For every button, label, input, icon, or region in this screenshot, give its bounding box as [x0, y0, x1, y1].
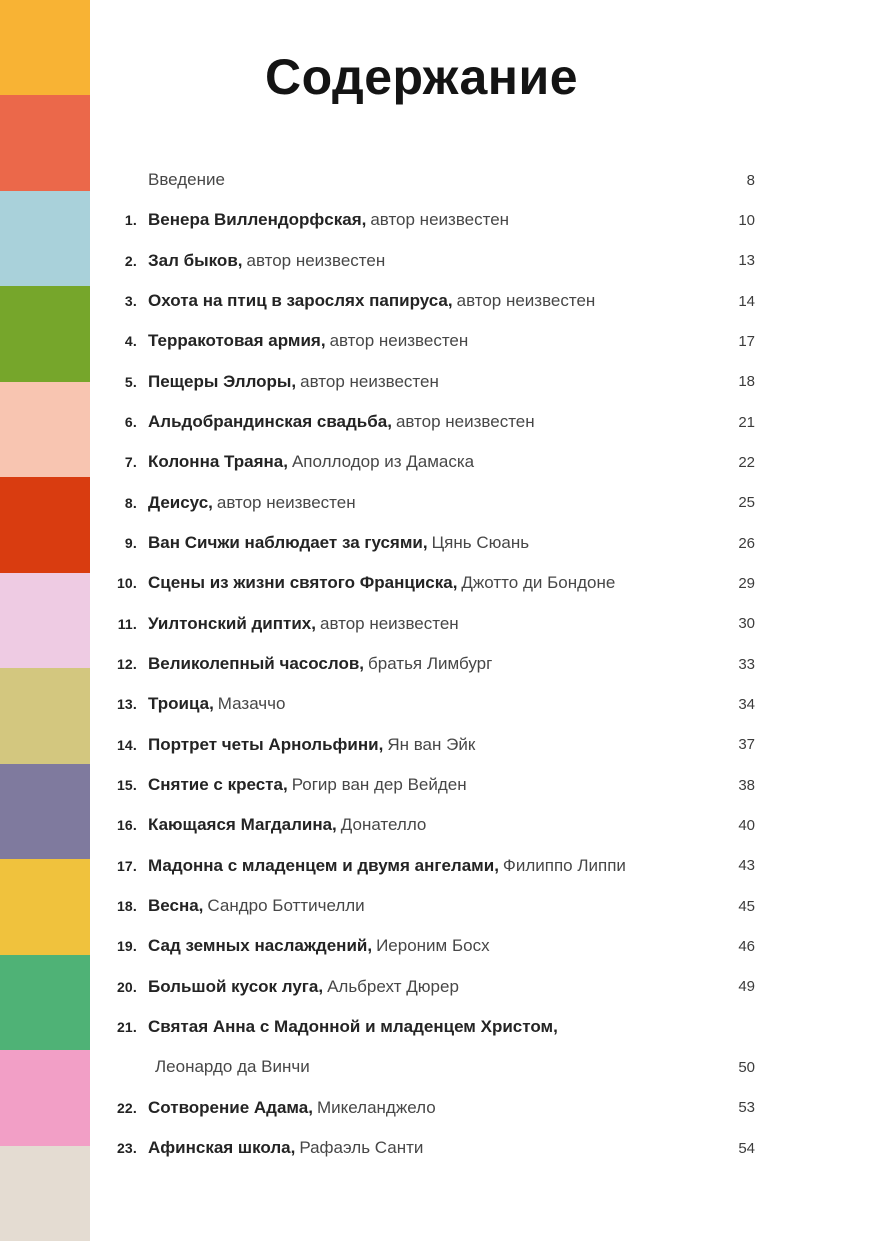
entry-title: Пещеры Эллоры, — [148, 371, 297, 391]
entry-title: Деисус, — [148, 492, 213, 512]
entry-title: Кающаяся Магдалина, — [148, 815, 337, 835]
entry-page-number: 22 — [738, 453, 755, 471]
entry-author: Леонардо да Винчи — [155, 1057, 310, 1077]
entry-title: Терракотовая армия, — [148, 331, 326, 351]
toc-row — [90, 725, 875, 765]
entry-title: Колонна Траяна, — [148, 452, 288, 472]
entry-title: Венера Виллендорфская, — [148, 210, 367, 230]
entry-page-number: 21 — [738, 413, 755, 431]
entry-number: 17. — [116, 857, 137, 874]
entry-text — [148, 1138, 713, 1158]
entry-title: Великолепный часослов, — [148, 654, 365, 674]
entry-author: Цянь Сюань — [431, 533, 530, 553]
color-swatch — [0, 1146, 90, 1241]
entry-author: Аполлодор из Дамаска — [291, 452, 475, 472]
toc-row — [90, 1128, 875, 1168]
toc-row — [90, 1088, 875, 1128]
entry-number: 5. — [124, 373, 137, 390]
entry-title: Большой кусок луга, — [148, 976, 324, 996]
toc-row — [90, 604, 875, 644]
entry-title: Уилтонский диптих, — [148, 613, 316, 633]
entry-author: Сандро Боттичелли — [207, 896, 365, 916]
entry-number: 2. — [124, 252, 137, 269]
entry-text — [148, 452, 713, 472]
entry-author: Иероним Босх — [376, 936, 490, 956]
entry-page-number: 54 — [738, 1139, 755, 1157]
entry-author: Рафаэль Санти — [299, 1138, 424, 1158]
entry-page-number: 50 — [738, 1058, 755, 1076]
entry-number: 8. — [124, 494, 137, 511]
toc-row — [90, 483, 875, 523]
entry-page-number: 34 — [738, 695, 755, 713]
entry-author: Микеланджело — [316, 1097, 436, 1117]
toc-row — [90, 644, 875, 684]
color-swatch — [0, 0, 90, 95]
entry-text — [148, 493, 713, 513]
entry-author: автор неизвестен — [319, 613, 459, 633]
toc-row — [90, 362, 875, 402]
toc-row — [90, 684, 875, 724]
toc-row — [90, 160, 875, 200]
entry-title: Зал быков, — [148, 250, 243, 270]
entry-title: Весна, — [148, 896, 204, 916]
entry-number: 1. — [124, 212, 137, 229]
toc-row — [90, 241, 875, 281]
entry-number: 22. — [116, 1099, 137, 1116]
entry-number: 11. — [117, 615, 137, 632]
entry-title: Сцены из жизни святого Франциска, — [148, 573, 458, 593]
toc-row — [90, 765, 875, 805]
entry-text — [148, 735, 713, 755]
entry-text — [148, 251, 713, 271]
entry-author: Мазаччо — [217, 694, 286, 714]
entry-author: автор неизвестен — [300, 371, 439, 391]
entry-text — [148, 936, 713, 956]
entry-text — [148, 815, 713, 835]
entry-text — [148, 573, 713, 593]
toc-row — [90, 967, 875, 1007]
entry-number: 10. — [116, 575, 137, 592]
entry-page-number: 13 — [738, 252, 755, 270]
color-swatch — [0, 286, 90, 381]
entry-text — [148, 694, 713, 714]
entry-author: автор неизвестен — [456, 291, 596, 311]
entry-text — [148, 896, 713, 916]
toc-row — [90, 1007, 875, 1047]
color-swatch — [0, 955, 90, 1050]
toc-row — [90, 886, 875, 926]
entry-page-number: 37 — [738, 736, 755, 754]
entry-title: Охота на птиц в зарослях папируса, — [148, 291, 453, 311]
entry-number: 3. — [124, 293, 137, 310]
entry-title: Сад земных наслаждений, — [148, 936, 373, 956]
entry-author: автор неизвестен — [329, 331, 469, 351]
entry-title: Снятие с креста, — [148, 775, 288, 795]
entry-page-number: 18 — [738, 373, 755, 391]
entry-text — [148, 775, 713, 795]
color-swatch — [0, 573, 90, 668]
entry-text — [148, 1057, 713, 1077]
entry-number: 18. — [116, 898, 137, 915]
entry-number: 14. — [116, 736, 137, 753]
entry-author: автор неизвестен — [246, 250, 386, 270]
toc-row — [90, 523, 875, 563]
color-swatch — [0, 477, 90, 572]
color-swatch — [0, 859, 90, 954]
entry-page-number: 10 — [738, 211, 755, 229]
entry-text — [148, 331, 713, 351]
entry-number: 19. — [116, 938, 137, 955]
entry-author: автор неизвестен — [216, 492, 356, 512]
entry-page-number: 38 — [738, 776, 755, 794]
entry-page-number: 53 — [738, 1099, 755, 1117]
color-swatch — [0, 95, 90, 190]
toc-row — [90, 563, 875, 603]
entry-author: автор неизвестен — [395, 412, 535, 432]
color-swatch — [0, 764, 90, 859]
entry-number: 16. — [116, 817, 137, 834]
entry-author: Рогир ван дер Вейден — [291, 775, 467, 795]
entry-page-number: 25 — [738, 494, 755, 512]
entry-text — [148, 654, 713, 674]
entry-page-number: 17 — [738, 332, 755, 350]
entry-number: 9. — [124, 535, 137, 552]
entry-text — [148, 1017, 713, 1037]
toc-row — [90, 402, 875, 442]
color-swatch — [0, 668, 90, 763]
toc-row — [90, 846, 875, 886]
entry-title: Альдобрандинская свадьба, — [148, 412, 392, 432]
entry-text — [148, 856, 713, 876]
color-swatch — [0, 382, 90, 477]
entry-author: Ян ван Эйк — [387, 734, 476, 754]
entry-text — [148, 170, 713, 190]
entry-page-number: 33 — [738, 655, 755, 673]
color-swatch — [0, 1050, 90, 1145]
entry-page-number: 43 — [738, 857, 755, 875]
entry-number: 21. — [116, 1019, 137, 1036]
toc-page — [90, 0, 875, 1241]
entry-page-number: 40 — [738, 816, 755, 834]
page-title: Содержание — [265, 49, 579, 105]
entry-page-number: 26 — [738, 534, 755, 552]
toc-list — [90, 160, 875, 1168]
toc-row — [90, 200, 875, 240]
toc-row — [90, 281, 875, 321]
entry-text — [148, 210, 713, 230]
entry-title: Афинская школа, — [148, 1138, 296, 1158]
toc-row — [90, 442, 875, 482]
entry-text — [148, 977, 713, 997]
entry-title: Портрет четы Арнольфини, — [148, 734, 384, 754]
entry-page-number: 45 — [738, 897, 755, 915]
entry-number: 4. — [124, 333, 137, 350]
entry-number: 23. — [116, 1140, 137, 1157]
entry-title: Ван Сичжи наблюдает за гусями, — [148, 533, 428, 553]
entry-page-number: 30 — [738, 615, 755, 633]
entry-number: 20. — [116, 978, 137, 995]
toc-row — [90, 1047, 875, 1087]
entry-author: Донателло — [340, 815, 427, 835]
toc-row — [90, 926, 875, 966]
entry-number: 13. — [116, 696, 137, 713]
entry-author: Филиппо Липпи — [502, 855, 626, 875]
entry-author: автор неизвестен — [370, 210, 510, 230]
entry-number: 12. — [116, 656, 137, 673]
color-stripe — [0, 0, 90, 1241]
toc-row — [90, 321, 875, 361]
entry-text — [148, 533, 713, 553]
entry-text — [148, 291, 713, 311]
entry-number: 6. — [124, 414, 137, 431]
entry-title: Мадонна с младенцем и двумя ангелами, — [148, 855, 499, 875]
entry-author: Джотто ди Бондоне — [461, 573, 616, 593]
entry-title: Троица, — [148, 694, 214, 714]
entry-title: Святая Анна с Мадонной и младенцем Христом, — [148, 1017, 558, 1037]
entry-page-number: 49 — [738, 978, 755, 996]
entry-author: братья Лимбург — [368, 654, 493, 674]
entry-text — [148, 1098, 713, 1118]
entry-text — [148, 372, 713, 392]
entry-text — [148, 614, 713, 634]
toc-row — [90, 805, 875, 845]
entry-page-number: 8 — [746, 171, 755, 189]
entry-title: Сотворение Адама, — [148, 1097, 313, 1117]
entry-number: 7. — [124, 454, 137, 471]
entry-text — [148, 412, 713, 432]
color-swatch — [0, 191, 90, 286]
entry-author: Введение — [148, 170, 225, 190]
entry-page-number: 14 — [738, 292, 755, 310]
entry-number: 15. — [116, 777, 137, 794]
entry-page-number: 46 — [738, 937, 755, 955]
entry-author: Альбрехт Дюрер — [327, 976, 459, 996]
entry-page-number: 29 — [738, 574, 755, 592]
